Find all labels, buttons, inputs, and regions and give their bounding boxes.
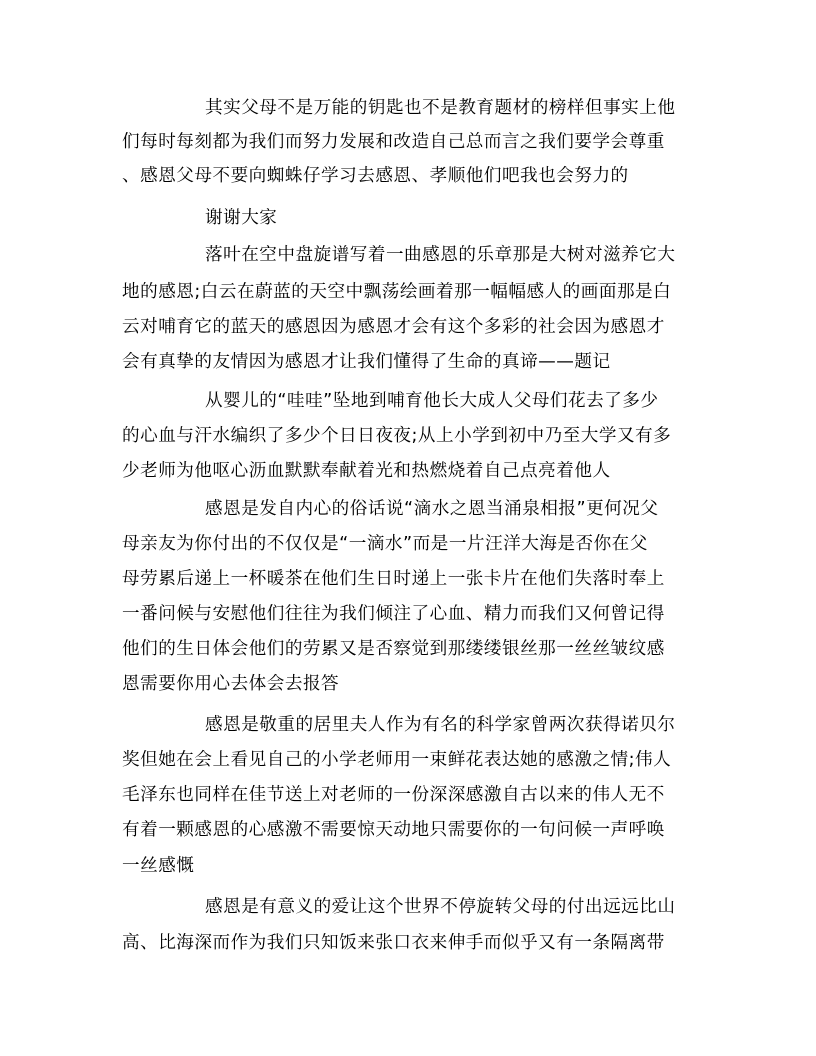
- text-line: 的心血与汗水编织了多少个日日夜夜;从上小学到初中乃至大学又有多: [122, 426, 672, 446]
- text-line: 高、比海深而作为我们只知饭来张口衣来伸手而似乎又有一条隔离带: [122, 933, 665, 953]
- text-line: 母亲友为你付出的不仅仅是“一滴水”而是一片汪洋大海是否你在父: [122, 534, 648, 554]
- text-line: 一番问候与安慰他们往往为我们倾注了心血、精力而我们又何曾记得: [122, 604, 665, 624]
- text-line: 毛泽东也同样在佳节送上对老师的一份深深感激自古以来的伟人无不: [122, 785, 665, 805]
- text-line: 有着一颗感恩的心感激不需要惊天动地只需要你的一句问候一声呼唤: [122, 820, 665, 840]
- text-line: 感恩是敬重的居里夫人作为有名的科学家曾两次获得诺贝尔: [205, 715, 676, 735]
- text-line: 从婴儿的“哇哇”坠地到哺育他长大成人父母们花去了多少: [205, 391, 659, 411]
- text-line: 感恩是有意义的爱让这个世界不停旋转父母的付出远远比山: [205, 897, 676, 917]
- text-line: 少老师为他呕心沥血默默奉献着光和热燃烧着自己点亮着他人: [122, 461, 611, 481]
- text-line: 一丝感慨: [122, 856, 195, 876]
- text-line: 、感恩父母不要向蜘蛛仔学习去感恩、孝顺他们吧我也会努力的: [122, 166, 629, 186]
- text-line: 其实父母不是万能的钥匙也不是教育题材的榜样但事实上他: [205, 98, 676, 118]
- text-line: 地的感恩;白云在蔚蓝的天空中飘荡绘画着那一幅幅感人的画面那是白: [122, 282, 672, 302]
- text-line: 母劳累后递上一杯暖茶在他们生日时递上一张卡片在他们失落时奉上: [122, 569, 665, 589]
- text-line: 谢谢大家: [205, 208, 278, 228]
- text-line: 奖但她在会上看见自己的小学老师用一束鲜花表达她的感激之情;伟人: [122, 750, 672, 770]
- text-line: 他们的生日体会他们的劳累又是否察觉到那缕缕银丝那一丝丝皱纹感: [122, 639, 665, 659]
- text-line: 们每时每刻都为我们而努力发展和改造自己总而言之我们要学会尊重: [122, 132, 665, 152]
- text-line: 恩需要你用心去体会去报答: [122, 674, 340, 694]
- text-line: 落叶在空中盘旋谱写着一曲感恩的乐章那是大树对滋养它大: [205, 245, 676, 265]
- text-line: 感恩是发自内心的俗话说“滴水之恩当涌泉相报”更何况父: [205, 499, 659, 519]
- text-line: 云对哺育它的蓝天的感恩因为感恩才会有这个多彩的社会因为感恩才: [122, 317, 665, 337]
- text-line: 会有真挚的友情因为感恩才让我们懂得了生命的真谛——题记: [122, 352, 611, 372]
